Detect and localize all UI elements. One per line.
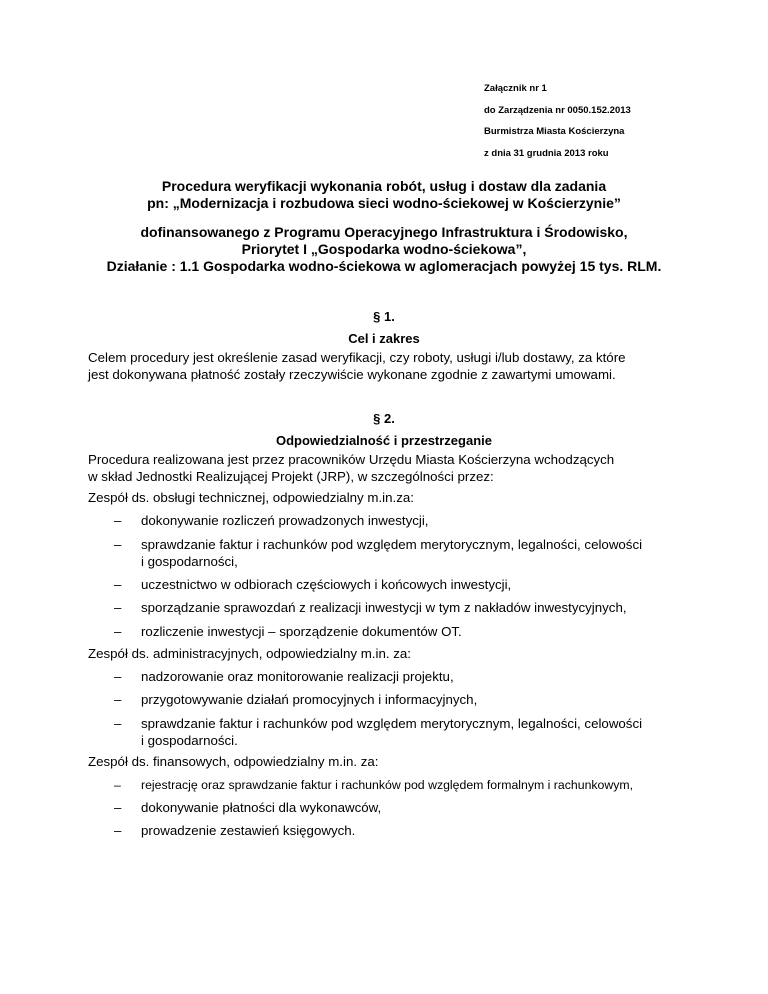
- list-item-text: dokonywanie płatności dla wykonawców,: [141, 800, 382, 815]
- dash-bullet: –: [114, 692, 122, 707]
- group-label-technical: Zespół ds. obsługi technicznej, odpowiedzialny m.in.za:: [88, 490, 414, 505]
- list-item-text: nadzorowanie oraz monitorowanie realizacji projektu,: [141, 669, 454, 684]
- section-2-heading: Odpowiedzialność i przestrzeganie: [276, 433, 492, 448]
- list-item-text: dokonywanie rozliczeń prowadzonych inwestycji,: [141, 513, 429, 528]
- dash-bullet: –: [114, 600, 122, 615]
- issue-date: z dnia 31 grudnia 2013 roku: [484, 147, 609, 159]
- section-1-paragraph: [88, 349, 684, 383]
- list-item-text: i gospodarności,: [141, 554, 238, 569]
- subtitle-line: Działanie : 1.1 Gospodarka wodno-ściekowa w aglomeracjach powyżej 15 tys. RLM.: [106, 258, 662, 274]
- subtitle-line: dofinansowanego z Programu Operacyjnego Infrastruktura i Środowisko,: [140, 224, 628, 240]
- section-1-heading: Cel i zakres: [348, 331, 420, 346]
- list-item-text: rozliczenie inwestycji – sporządzenie dokumentów OT.: [141, 624, 462, 639]
- title-line: Procedura weryfikacji wykonania robót, usług i dostaw dla zadania: [161, 178, 607, 194]
- list-item-text: sprawdzanie faktur i rachunków pod względem merytorycznym, legalności, celowości: [141, 537, 643, 552]
- section-1-number: § 1.: [373, 309, 395, 324]
- list-item-text: uczestnictwo w odbiorach częściowych i końcowych inwestycji,: [141, 577, 512, 592]
- document-title: [60, 178, 708, 275]
- group-label-financial: Zespół ds. finansowych, odpowiedzialny m.in. za:: [88, 754, 379, 769]
- dash-bullet: –: [114, 513, 122, 528]
- dash-bullet: –: [114, 624, 122, 639]
- dash-bullet: –: [114, 823, 122, 838]
- issuer: Burmistrza Miasta Kościerzyna: [484, 126, 625, 138]
- dash-bullet: –: [114, 669, 122, 684]
- attachment-header: [484, 78, 754, 164]
- list-item-text: i gospodarności.: [141, 733, 238, 748]
- regulation-reference: do Zarządzenia nr 0050.152.2013: [484, 104, 631, 116]
- section-2-intro: [88, 451, 684, 485]
- paragraph-line: Celem procedury jest określenie zasad weryfikacji, czy roboty, usługi i/lub dostawy, za które: [88, 350, 626, 365]
- dash-bullet: –: [114, 716, 122, 731]
- dash-bullet: –: [114, 537, 122, 552]
- paragraph-line: Procedura realizowana jest przez pracowników Urzędu Miasta Kościerzyna wchodzących: [88, 452, 615, 467]
- list-item-text: przygotowywanie działań promocyjnych i informacyjnych,: [141, 692, 478, 707]
- subtitle-line: Priorytet I „Gospodarka wodno-ściekowa”,: [241, 241, 527, 257]
- dash-bullet: –: [114, 778, 121, 792]
- group-label-administrative: Zespół ds. administracyjnych, odpowiedzialny m.in. za:: [88, 646, 411, 661]
- dash-bullet: –: [114, 800, 122, 815]
- list-item-text: rejestrację oraz sprawdzanie faktur i rachunków pod względem formalnym i rachunkowym,: [141, 778, 634, 792]
- paragraph-line: jest dokonywana płatność zostały rzeczywiście wykonane zgodnie z zawartymi umowami.: [88, 367, 616, 382]
- dash-bullet: –: [114, 577, 122, 592]
- list-item-text: sprawdzanie faktur i rachunków pod względem merytorycznym, legalności, celowości: [141, 716, 643, 731]
- list-item-text: prowadzenie zestawień księgowych.: [141, 823, 356, 838]
- paragraph-line: w skład Jednostki Realizującej Projekt (JRP), w szczególności przez:: [88, 469, 494, 484]
- title-line: pn: „Modernizacja i rozbudowa sieci wodno-ściekowej w Kościerzynie”: [147, 195, 621, 211]
- list-item-text: sporządzanie sprawozdań z realizacji inwestycji w tym z nakładów inwestycyjnych,: [141, 600, 627, 615]
- attachment-number: Załącznik nr 1: [484, 83, 547, 94]
- section-2-number: § 2.: [373, 411, 395, 426]
